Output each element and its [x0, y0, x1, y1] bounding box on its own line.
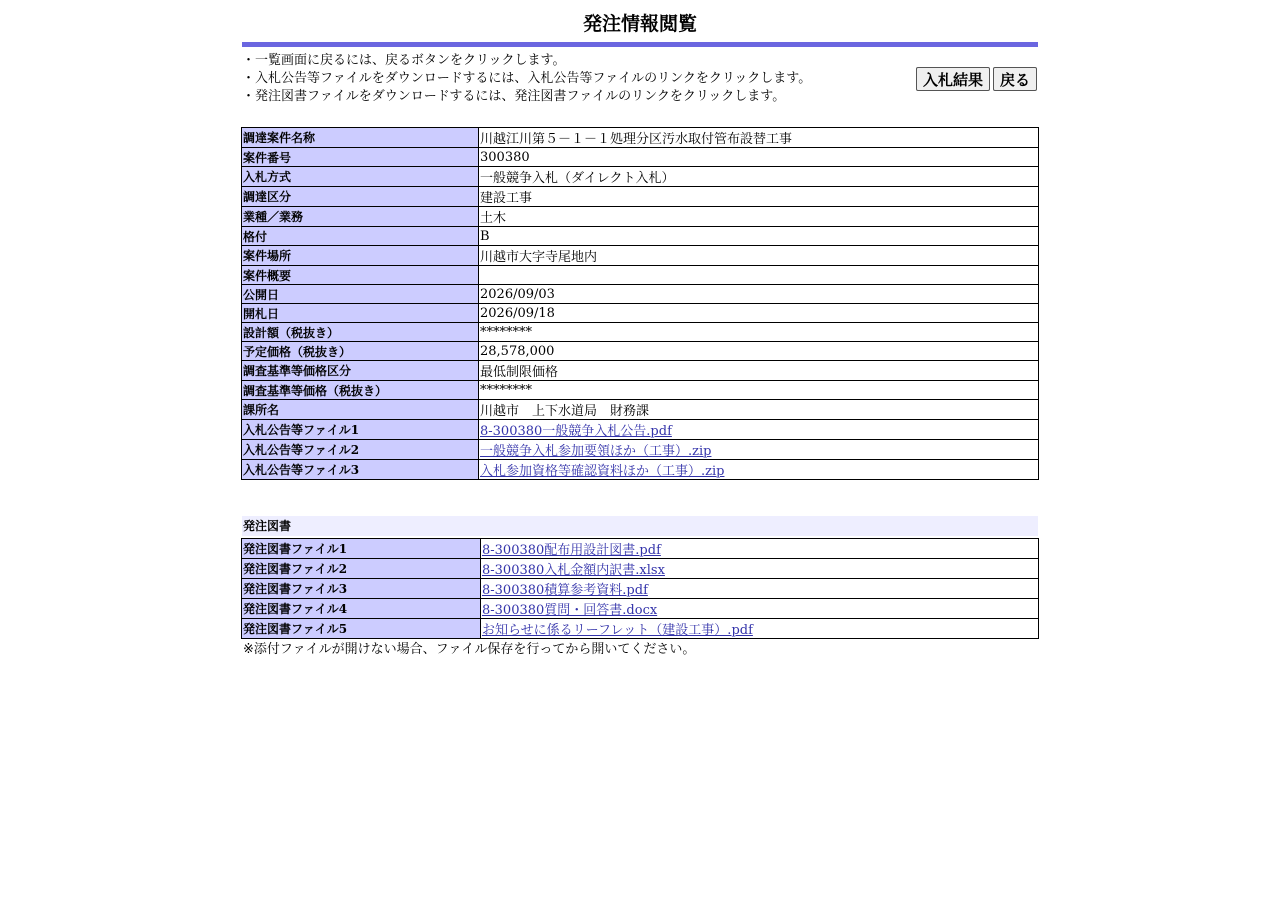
table-row — [242, 400, 1039, 420]
row-label: 課所名 — [242, 400, 479, 420]
file-link[interactable]: 8-300380積算参考資料.pdf — [482, 583, 648, 598]
row-label: 格付 — [242, 227, 479, 246]
row-value: 川越市大字寺尾地内 — [479, 246, 1039, 266]
file-link[interactable]: 入札参加資格等確認資料ほか（工事）.zip — [480, 464, 725, 479]
row-label: 調査基準等価格（税抜き） — [242, 381, 479, 400]
table-row — [242, 539, 1039, 559]
table-row — [242, 579, 1039, 599]
table-row — [242, 559, 1039, 579]
bid-result-button[interactable]: 入札結果 — [916, 67, 990, 91]
row-value — [481, 559, 1039, 579]
row-value: B — [479, 227, 1039, 246]
row-label: 業種／業務 — [242, 207, 479, 227]
row-value: 2026/09/03 — [479, 285, 1039, 304]
row-value: 一般競争入札（ダイレクト入札） — [479, 167, 1039, 187]
table-row — [242, 440, 1039, 460]
table-row — [242, 599, 1039, 619]
back-button[interactable]: 戻る — [993, 67, 1037, 91]
main-container — [242, 0, 1038, 659]
row-label: 発注図書ファイル3 — [242, 579, 481, 599]
file-link[interactable]: 8-300380配布用設計図書.pdf — [482, 543, 661, 558]
table-row — [242, 266, 1039, 285]
row-value: 28,578,000 — [479, 342, 1039, 361]
row-value — [481, 619, 1039, 639]
file-link[interactable]: お知らせに係るリーフレット（建設工事）.pdf — [482, 623, 753, 638]
row-label: 設計額（税抜き） — [242, 323, 479, 342]
table-row — [242, 227, 1039, 246]
row-value: ******** — [479, 381, 1039, 400]
instruction-line: ・一覧画面に戻るには、戻るボタンをクリックします。 — [242, 53, 566, 68]
row-value: 300380 — [479, 148, 1039, 167]
table-row — [242, 128, 1039, 148]
table-row — [242, 148, 1039, 167]
row-label: 発注図書ファイル2 — [242, 559, 481, 579]
table-row — [242, 323, 1039, 342]
drawings-table — [241, 538, 1039, 639]
row-label: 発注図書ファイル4 — [242, 599, 481, 619]
row-label: 入札公告等ファイル1 — [242, 420, 479, 440]
row-label: 調達区分 — [242, 187, 479, 207]
button-group — [913, 67, 1037, 91]
table-row — [242, 167, 1039, 187]
row-value — [479, 266, 1039, 285]
header-area — [242, 47, 1038, 127]
row-value: 最低制限価格 — [479, 361, 1039, 381]
drawings-section-title: 発注図書 — [242, 516, 1038, 536]
row-value: 建設工事 — [479, 187, 1039, 207]
row-label: 案件番号 — [242, 148, 479, 167]
row-value — [481, 599, 1039, 619]
instruction-line: ・入札公告等ファイルをダウンロードするには、入札公告等ファイルのリンクをクリックします。 — [242, 71, 812, 86]
row-value: 川越市 上下水道局 財務課 — [479, 400, 1039, 420]
row-label: 入札方式 — [242, 167, 479, 187]
file-link[interactable]: 一般競争入札参加要領ほか（工事）.zip — [480, 444, 712, 459]
row-value: 土木 — [479, 207, 1039, 227]
row-value: 2026/09/18 — [479, 304, 1039, 323]
row-label: 調査基準等価格区分 — [242, 361, 479, 381]
file-link[interactable]: 8-300380入札金額内訳書.xlsx — [482, 563, 665, 578]
table-row — [242, 342, 1039, 361]
table-row — [242, 460, 1039, 480]
table-row — [242, 207, 1039, 227]
attachment-note: ※添付ファイルが開けない場合、ファイル保存を行ってから開いてください。 — [243, 642, 696, 657]
instruction-line: ・発注図書ファイルをダウンロードするには、発注図書ファイルのリンクをクリックします。 — [242, 89, 786, 104]
row-value — [479, 460, 1039, 480]
page-title: 発注情報閲覧 — [582, 13, 697, 35]
row-value — [481, 539, 1039, 559]
row-label: 開札日 — [242, 304, 479, 323]
row-value: ******** — [479, 323, 1039, 342]
table-row — [242, 381, 1039, 400]
table-row — [242, 304, 1039, 323]
row-value — [479, 420, 1039, 440]
row-label: 入札公告等ファイル3 — [242, 460, 479, 480]
row-label: 発注図書ファイル5 — [242, 619, 481, 639]
row-label: 予定価格（税抜き） — [242, 342, 479, 361]
table-row — [242, 420, 1039, 440]
row-value — [479, 440, 1039, 460]
table-row — [242, 285, 1039, 304]
table-row — [242, 619, 1039, 639]
row-label: 調達案件名称 — [242, 128, 479, 148]
row-label: 案件概要 — [242, 266, 479, 285]
row-label: 発注図書ファイル1 — [242, 539, 481, 559]
file-link[interactable]: 8-300380質問・回答書.docx — [482, 603, 658, 618]
table-row — [242, 246, 1039, 266]
table-row — [242, 187, 1039, 207]
row-value: 川越江川第５－１－１処理分区汚水取付管布設替工事 — [479, 128, 1039, 148]
row-label: 公開日 — [242, 285, 479, 304]
project-info-table — [241, 127, 1039, 480]
table-row — [242, 361, 1039, 381]
file-link[interactable]: 8-300380一般競争入札公告.pdf — [480, 424, 672, 439]
row-label: 入札公告等ファイル2 — [242, 440, 479, 460]
row-label: 案件場所 — [242, 246, 479, 266]
instructions — [242, 52, 811, 106]
row-value — [481, 579, 1039, 599]
